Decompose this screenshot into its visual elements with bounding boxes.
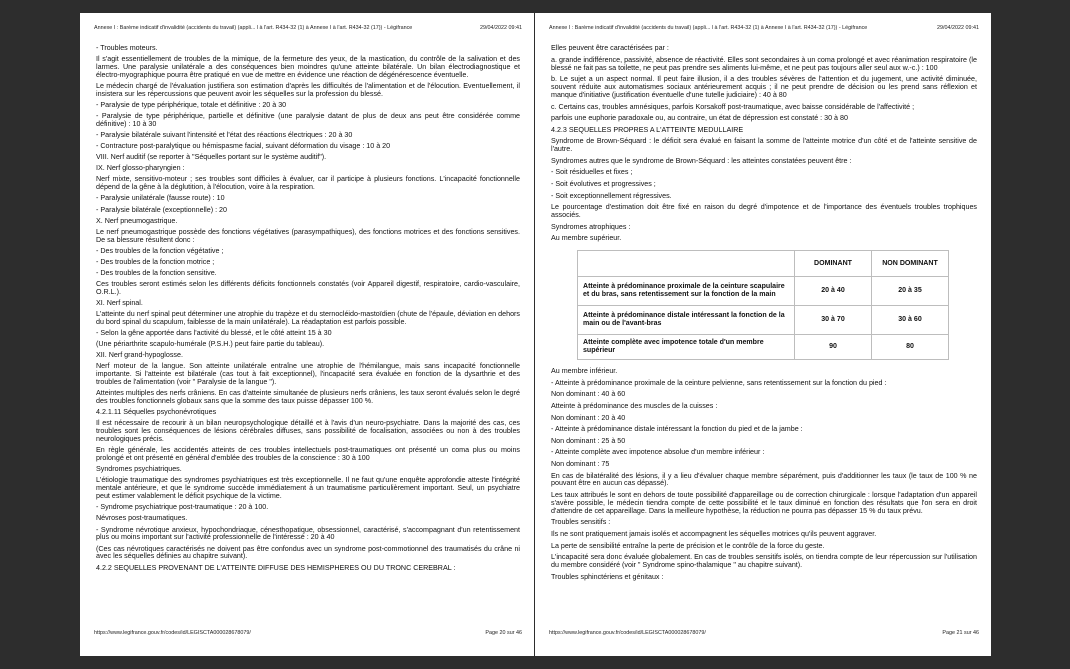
paragraph: Non dominant : 75 <box>551 459 610 468</box>
paragraph: parfois une euphorie paradoxale ou, au contraire, un état de dépression est constaté : 30 à 80 <box>551 114 848 123</box>
paragraph: Nerf mixte, sensitivo-moteur ; ses troubles sont difficiles à évaluer, car il participe à plusieurs fonctions. L'incapacité fonctionnelle dépend de la gêne à la déglutition, à l'élocution, voire à la respiration. <box>96 175 520 192</box>
paragraph: Troubles sphinctériens et génitaux : <box>551 572 664 581</box>
paragraph: En règle générale, les accidentés atteints de ces troubles intellectuels post-traumatiques ont présenté un coma plus ou moins prolongé et ont présenté en général d'emblée des troubles de la conscience : 30 à 100 <box>96 446 520 463</box>
paragraph: - Des troubles de la fonction végétative ; <box>96 246 224 255</box>
footer-url[interactable]: https://www.legifrance.gouv.fr/codes/id/LEGISCTA000028678079/ <box>549 630 706 636</box>
cell-dominant: 30 à 70 <box>795 306 872 335</box>
paragraph: Troubles sensitifs : <box>551 518 611 527</box>
text-block-before-table <box>551 45 977 243</box>
cell-non-dominant: 80 <box>872 335 949 360</box>
paragraph: - Des troubles de la fonction motrice ; <box>96 257 215 266</box>
paragraph: Elles peuvent être caractérisées par : <box>551 44 669 52</box>
paragraph: Le pourcentage d'estimation doit être fixé en raison du degré d'impotence et de l'importance des éventuels troubles trophiques associés. <box>551 203 977 220</box>
paragraph: XI. Nerf spinal. <box>96 299 143 308</box>
paragraph: Il s'agit essentiellement de troubles de la mimique, de la fermeture des yeux, de la mastication, du contrôle de la salivation et des larmes. Une paralysie unilatérale a des conséquences bien moindres qu'une atteinte bilatérale. Un bilan électrodiagnostique et électro-myographique pourra être pratiqué en vue de mettre en évidence une réaction de dégénérescence éventuelle. <box>96 55 520 79</box>
row-label: Atteinte complète avec impotence totale d'un membre supérieur <box>578 335 795 360</box>
page-header <box>549 25 979 31</box>
page-content <box>551 45 977 585</box>
paragraph: La perte de sensibilité entraîne la perte de précision et le contrôle de la force du geste. <box>551 541 825 550</box>
paragraph: Atteinte à prédominance des muscles de la cuisses : <box>551 401 718 410</box>
row-label: Atteinte à prédominance proximale de la ceinture scapulaire et du bras, sans retentissement sur la fonction de la main <box>578 277 795 306</box>
paragraph: a. grande indifférence, passivité, absence de réactivité. Elles sont secondaires à un coma prolongé et avec réanimation respiratoire (le blessé ne fait pas sa toilette, ne peut pas prendre ses aliments lui-même, et ne peut pas toujours aller seul aux w.-c.) : 100 <box>551 55 977 72</box>
paragraph: - Atteinte complète avec impotence absolue d'un membre inférieur : <box>551 448 765 457</box>
paragraph: Les taux attribués le sont en dehors de toute possibilité d'appareillage ou de correction chirurgicale : lorsque l'adaptation d'un appareil s'avère possible, le médecin tiendra compte de cette possibilité et le taux diminué en fonction des résultats que l'on sera en droit d'attendre de cet appareillage. Dans la meilleure hypothèse, la réduction ne pourra pas dépasser 15 % du taux prévu. <box>551 491 977 515</box>
paragraph: - Paralysie bilatérale (exceptionnelle) : 20 <box>96 205 227 214</box>
paragraph: Le nerf pneumogastrique possède des fonctions végétatives (parasympathiques), des fonctions motrices et des fonctions sensitives. De sa blessure résultent donc : <box>96 227 520 244</box>
paragraph: - Soit évolutives et progressives ; <box>551 179 656 188</box>
paragraph: Syndromes atrophiques : <box>551 222 631 231</box>
table-header-row <box>578 251 949 277</box>
footer-url[interactable]: https://www.legifrance.gouv.fr/codes/id/LEGISCTA000028678079/ <box>94 630 251 636</box>
table-row <box>578 277 949 306</box>
paragraph: 4.2.1.11 Séquelles psychonévrotiques <box>96 408 217 417</box>
table-row <box>578 306 949 335</box>
bareme-table <box>577 250 949 360</box>
paragraph: 4.2.3 SEQUELLES PROPRES A L'ATTEINTE MEDULLAIRE <box>551 125 744 134</box>
paragraph: Au membre supérieur. <box>551 234 622 243</box>
paragraph: - Atteinte à prédominance proximale de la ceinture pelvienne, sans retentissement sur la fonction du pied : <box>551 378 887 387</box>
paragraph: - Atteinte à prédominance distale intéressant la fonction du pied et de la jambe : <box>551 425 803 434</box>
paragraph: XII. Nerf grand-hypoglosse. <box>96 351 183 360</box>
paragraph: - Soit résiduelles et fixes ; <box>551 168 633 177</box>
paragraph: Ils ne sont pratiquement jamais isolés et accompagnent les séquelles motrices qu'ils peuvent aggraver. <box>551 530 877 538</box>
paragraph: L'incapacité sera donc évaluée globalement. En cas de troubles sensitifs isolés, on tiendra compte de leur répercussion sur l'utilisation du membre considéré (voir " Syndrome spino-thalamique " au chapitre suivant). <box>551 553 977 570</box>
paragraph: Ces troubles seront estimés selon les différents déficits fonctionnels constatés (voir Appareil digestif, respiratoire, cardio-vasculaire, O.R.L.). <box>96 280 520 296</box>
paragraph: c. Certains cas, troubles amnésiques, parfois Korsakoff post-traumatique, avec baisse considérable de l'affectivité ; <box>551 102 915 111</box>
header-timestamp: 29/04/2022 09:41 <box>480 25 522 31</box>
paragraph: L'étiologie traumatique des syndromes psychiatriques est très exceptionnelle. Il ne faut qu'une enquête approfondie atteste l'intégrité mentale antérieure, et que le syndrome succède immédiatement à un traumatisme particulièrement important. Seul, un psychiatre peut estimer valablement le déficit psychique de la victime. <box>96 476 520 501</box>
table-row <box>578 335 949 360</box>
paragraph: - Contracture post-paralytique ou hémispasme facial, suivant déformation du visage : 10 à 20 <box>96 142 391 151</box>
paragraph: Névroses post-traumatiques. <box>96 514 188 523</box>
page-number: Page 21 sur 46 <box>942 630 979 636</box>
paragraph: X. Nerf pneumogastrique. <box>96 216 178 225</box>
cell-dominant: 90 <box>795 335 872 360</box>
paragraph: b. Le sujet a un aspect normal. Il peut faire illusion, il a des troubles sévères de l'attention et du jugement, une activité diminuée, souvent réduite aux automatismes sociaux antérieurement acquis ; il ne peut prendre de décision ou les prend sans réflexion et manque d'initiative (justification éventuelle d'une tutelle judiciaire) : 40 à 80 <box>551 75 977 99</box>
paragraph: - Des troubles de la fonction sensitive. <box>96 268 217 277</box>
paragraph: Le médecin chargé de l'évaluation justifiera son estimation d'après les difficultés de l'alimentation et de l'élocution. Eventuellement, il insistera sur les répercussions que peuvent avoir les séquelles sur la profession du blessé. <box>96 82 520 98</box>
paragraph: L'atteinte du nerf spinal peut déterminer une atrophie du trapèze et du sternocléido-mastoïdien (chute de l'épaule, déviation en dehors du bord spinal du scapulum, faiblesse de la main unilatérale). La réadaptation est parfois possible. <box>96 310 520 327</box>
header-timestamp: 29/04/2022 09:41 <box>937 25 979 31</box>
paragraph: Non dominant : 40 à 60 <box>551 390 626 399</box>
cell-non-dominant: 20 à 35 <box>872 277 949 306</box>
paragraph: VIII. Nerf auditif (se reporter à "Séquelles portant sur le système auditif"). <box>96 153 327 162</box>
text-block-after-table <box>551 368 977 581</box>
row-label: Atteinte à prédominance distale intéressant la fonction de la main ou de l'avant-bras <box>578 306 795 335</box>
paragraph: - Soit exceptionnellement régressives. <box>551 191 672 200</box>
header-title: Annexe I : Barème indicatif d'invalidité (accidents du travail) (appli... l à l'art. R434-32 (1) à Annexe I à l'art. R434-32 (17)) - Légifrance <box>549 25 868 31</box>
table-corner-cell <box>578 251 795 277</box>
paragraph: Non dominant : 20 à 40 <box>551 413 626 422</box>
paragraph: Non dominant : 25 à 50 <box>551 436 626 445</box>
paragraph: 4.2.2 SEQUELLES PROVENANT DE L'ATTEINTE DIFFUSE DES HEMISPHERES OU DU TRONC CEREBRAL : <box>96 563 456 572</box>
page-header <box>94 25 522 31</box>
cell-non-dominant: 30 à 60 <box>872 306 949 335</box>
paragraph: Syndromes autres que le syndrome de Brown-Séquard : les atteintes constatées peuvent être : <box>551 156 852 165</box>
page-21 <box>535 13 991 656</box>
paragraph: Syndrome de Brown-Séquard : le déficit sera évalué en faisant la somme de l'atteinte motrice d'un côté et de l'atteinte sensitive de l'autre. <box>551 137 977 154</box>
paragraph: En cas de bilatéralité des lésions, il y a lieu d'évaluer chaque membre séparément, puis d'additionner les taux (le taux de 100 % ne pouvant être en aucun cas dépassé). <box>551 471 977 488</box>
page-content <box>96 45 520 576</box>
column-header-non-dominant: NON DOMINANT <box>872 251 949 277</box>
paragraph: Nerf moteur de la langue. Son atteinte unilatérale entraîne une atrophie de l'hémilangue, mais sans incapacité fonctionnelle importante. Si l'atteinte est bilatérale (cas tout à fait exceptionnel), l'incapacité sera évaluée en fonction de la dysarthrie et des troubles de l'alimentation (voir " Paralysie de la langue "). <box>96 362 520 387</box>
paragraph: Il est nécessaire de recourir à un bilan neuropsychologique détaillé et à l'avis d'un neuro-psychiatre. Dans la majorité des cas, ces troubles sont les conséquences de lésions cérébrales diffuses, sans possibilité de focalisation, associées ou non à des troubles neurologiques précis. <box>96 419 520 444</box>
paragraph: - Paralysie de type périphérique, totale et définitive : 20 à 30 <box>96 101 287 109</box>
paragraph: Syndromes psychiatriques. <box>96 465 182 474</box>
paragraph: - Paralysie bilatérale suivant l'intensité et l'état des réactions électriques : 20 à 30 <box>96 131 353 140</box>
paragraph: - Paralysie unilatérale (fausse route) : 10 <box>96 194 225 203</box>
paragraph: - Syndrome névrotique anxieux, hypochondriaque, cénesthopatique, obsessionnel, caractérisé, s'accompagnant d'un retentissement plus ou moins important sur l'activité professionnelle de l'intéressé : 20 à 40 <box>96 525 520 542</box>
page-20 <box>80 13 534 656</box>
paragraph: - Syndrome psychiatrique post-traumatique : 20 à 100. <box>96 503 269 512</box>
page-number: Page 20 sur 46 <box>485 630 522 636</box>
paragraph: Au membre inférieur. <box>551 367 618 376</box>
column-header-dominant: DOMINANT <box>795 251 872 277</box>
paragraph: Atteintes multiples des nerfs crâniens. En cas d'atteinte simultanée de plusieurs nerfs crâniens, les taux seront évalués selon le degré des troubles fonctionnels globaux sans que la somme des taux puisse dépasser 100 %. <box>96 389 520 406</box>
cell-dominant: 20 à 40 <box>795 277 872 306</box>
page-footer <box>549 630 979 636</box>
header-title: Annexe I : Barème indicatif d'invalidité (accidents du travail) (appli... l à l'art. R434-32 (1) à Annexe I à l'art. R434-32 (17)) - Légifrance <box>94 25 413 31</box>
paragraph: - Troubles moteurs. <box>96 44 158 52</box>
paragraph: IX. Nerf glosso-pharyngien : <box>96 164 185 173</box>
paragraph: (Ces cas névrotiques caractérisés ne doivent pas être confondus avec un syndrome post-commotionnel des traumatisés du crâne ni avec les séquelles définies au chapitre suivant). <box>96 544 520 561</box>
page-footer <box>94 630 522 636</box>
paragraph: - Paralysie de type périphérique, partielle et définitive (une paralysie datant de plus de deux ans peut être considérée comme définitive) : 10 à 30 <box>96 112 520 128</box>
paragraph: (Une périarthrite scapulo-humérale (P.S.H.) peut faire partie du tableau). <box>96 340 325 349</box>
paragraph: - Selon la gêne apportée dans l'activité du blessé, et le côté atteint 15 à 30 <box>96 329 332 338</box>
